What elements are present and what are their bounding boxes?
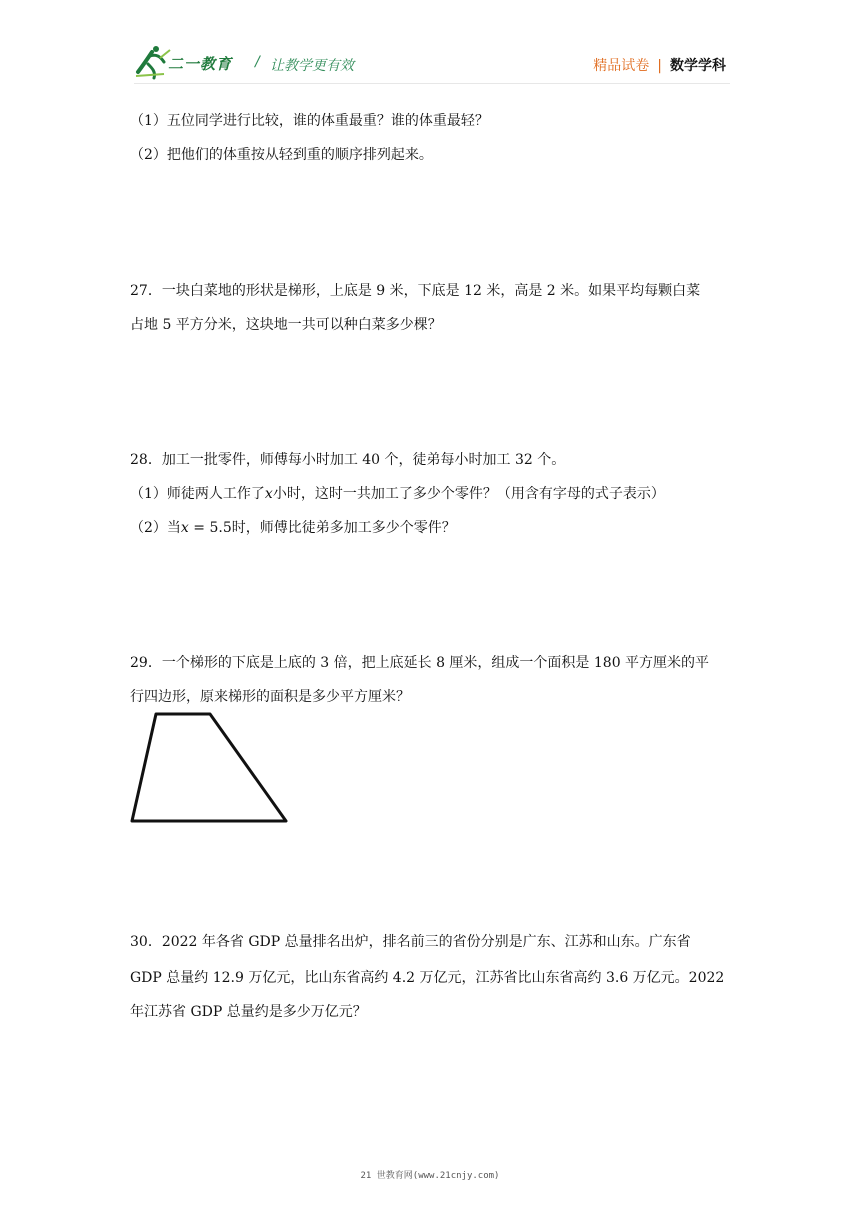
q29-line2: 行四边形，原来梯形的面积是多少平方厘米？ (130, 689, 410, 705)
page-header (0, 0, 860, 100)
header-tag-subject: 数学学科 (670, 58, 726, 74)
q28-part1-var: x (264, 486, 273, 502)
header-slogan: 让教学更有效 (270, 58, 354, 74)
trapezoid-figure (126, 708, 296, 828)
q28-part1 (130, 484, 665, 504)
q29-line1: 29．一个梯形的下底是上底的 3 倍，把上底延长 8 厘米，组成一个面积是 180 平方厘米的平 (130, 655, 710, 671)
q26-part2: （2）把他们的体重按从轻到重的顺序排列起来。 (130, 147, 433, 163)
slogan-separator: / (255, 54, 260, 70)
q28-line1: 28．加工一批零件，师傅每小时加工 40 个，徒弟每小时加工 32 个。 (130, 452, 566, 468)
q28-part1-b: 小时，这时一共加工了多少个零件？（用含有字母的式子表示） (272, 486, 665, 502)
q28-part2 (130, 518, 456, 538)
header-divider (134, 83, 730, 84)
page-footer: 21 世教育网(www.21cnjy.com) (360, 1171, 500, 1181)
logo-text: 二一教育 (168, 55, 233, 73)
q26-part1: （1）五位同学进行比较，谁的体重最重？谁的体重最轻？ (130, 113, 489, 129)
q30-line2: GDP 总量约 12.9 万亿元，比山东省高约 4.2 万亿元，江苏省比山东省高约 3.6 万亿元。2022 (130, 970, 725, 986)
q28-part2-var: x (180, 520, 189, 536)
q28-part2-eq: = 5.5 (188, 520, 232, 536)
q30-line1: 30．2022 年各省 GDP 总量排名出炉，排名前三的省份分别是广东、江苏和山东。广东省 (130, 934, 691, 950)
header-tag-quality: 精品试卷 (593, 58, 650, 74)
q28-part2-a: （2）当 (130, 520, 181, 536)
q27-line1: 27．一块白菜地的形状是梯形，上底是 9 米，下底是 12 米，高是 2 米。如果平均每颗白菜 (130, 283, 701, 299)
q27-line2: 占地 5 平方分米，这块地一共可以种白菜多少棵？ (130, 317, 442, 333)
header-tag-separator: | (657, 58, 662, 74)
header-tags (593, 55, 726, 75)
q28-part2-b: 时，师傅比徒弟多加工多少个零件？ (231, 520, 456, 536)
q28-part1-a: （1）师徒两人工作了 (130, 486, 265, 502)
q30-line3: 年江苏省 GDP 总量约是多少万亿元？ (130, 1004, 367, 1020)
